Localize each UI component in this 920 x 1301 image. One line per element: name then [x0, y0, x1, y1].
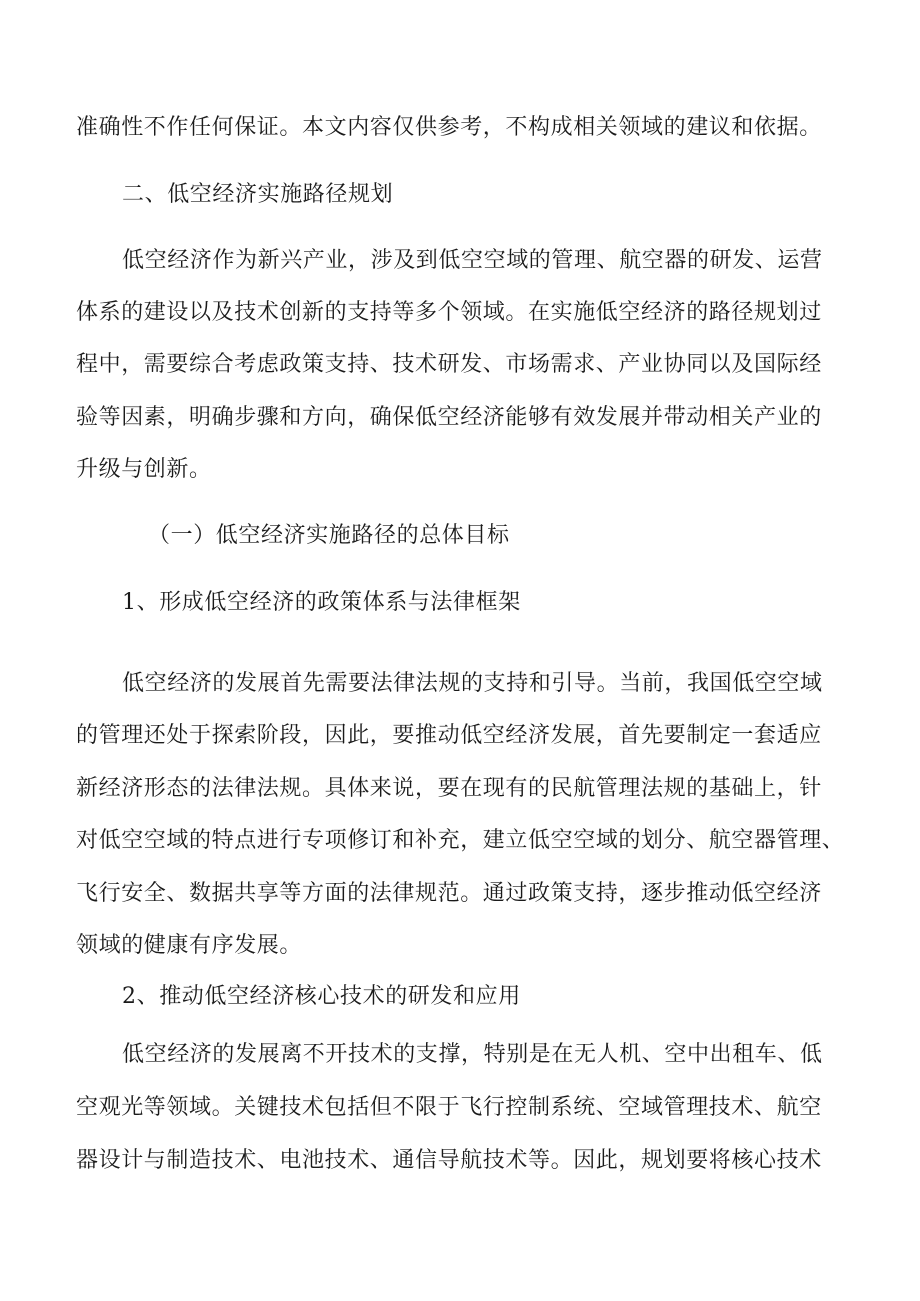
paragraph-line: 低空经济的发展离不开技术的支撑，特别是在无人机、空中出租车、低 [122, 1042, 823, 1067]
paragraph-line: 程中，需要综合考虑政策支持、技术研发、市场需求、产业协同以及国际经 [76, 352, 822, 377]
paragraph-line: 低空经济作为新兴产业，涉及到低空空域的管理、航空器的研发、运营 [122, 248, 823, 273]
section-heading: 二、低空经济实施路径规划 [122, 182, 394, 207]
paragraph-line: 低空经济的发展首先需要法律法规的支持和引导。当前，我国低空空域 [122, 671, 823, 696]
paragraph-line: 升级与创新。 [76, 457, 212, 482]
paragraph-line: 体系的建设以及技术创新的支持等多个领域。在实施低空经济的路径规划过 [76, 300, 822, 325]
numbered-heading: 1、形成低空经济的政策体系与法律框架 [122, 590, 521, 615]
paragraph-line: 器设计与制造技术、电池技术、通信导航技术等。因此，规划要将核心技术 [76, 1148, 822, 1173]
paragraph-line: 准确性不作任何保证。本文内容仅供参考，不构成相关领域的建议和依据。 [76, 115, 822, 140]
paragraph-line: 飞行安全、数据共享等方面的法律规范。通过政策支持，逐步推动低空经济 [76, 881, 822, 906]
paragraph-line: 验等因素，明确步骤和方向，确保低空经济能够有效发展并带动相关产业的 [76, 405, 822, 430]
numbered-heading: 2、推动低空经济核心技术的研发和应用 [122, 984, 521, 1009]
subsection-heading: （一）低空经济实施路径的总体目标 [148, 523, 510, 548]
paragraph-line: 领域的健康有序发展。 [76, 933, 303, 958]
paragraph-line: 空观光等领域。关键技术包括但不限于飞行控制系统、空域管理技术、航空 [76, 1095, 822, 1120]
paragraph-line: 新经济形态的法律法规。具体来说，要在现有的民航管理法规的基础上，针 [76, 776, 822, 801]
paragraph-line: 对低空空域的特点进行专项修订和补充，建立低空空域的划分、航空器管理、 [76, 828, 845, 853]
paragraph-line: 的管理还处于探索阶段，因此，要推动低空经济发展，首先要制定一套适应 [76, 723, 822, 748]
